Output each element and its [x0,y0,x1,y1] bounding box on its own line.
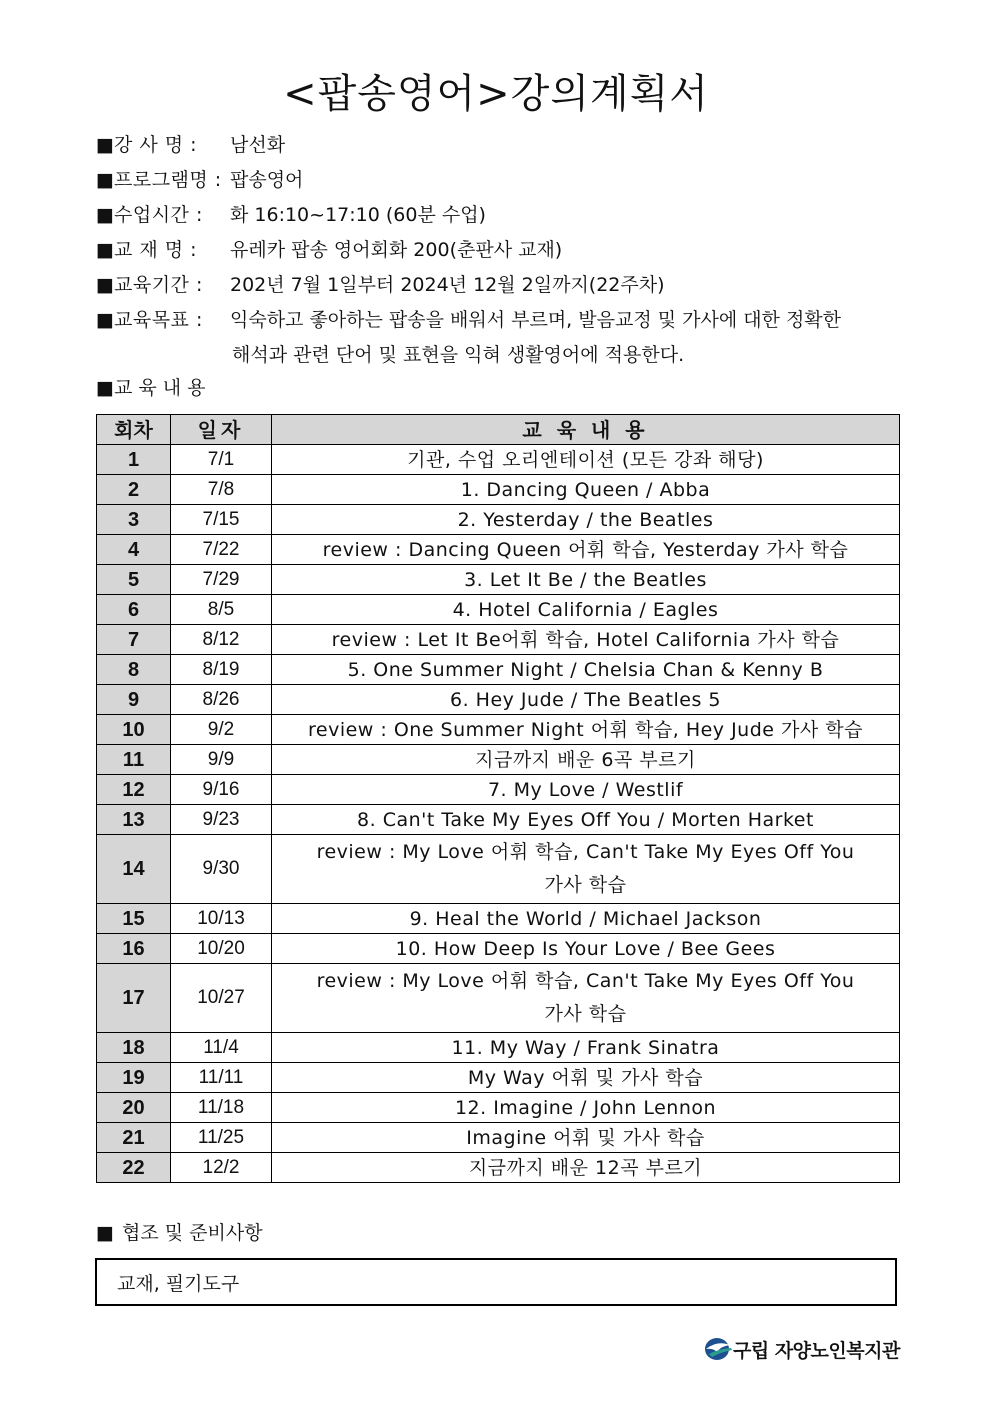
session-number: 22 [97,1153,171,1183]
session-number: 4 [97,535,171,565]
session-content-line: 7. My Love / Westlif [487,778,684,801]
table-row [97,1093,900,1123]
table-row [97,1123,900,1153]
table-row [97,835,900,904]
session-content [272,835,900,904]
table-row [97,565,900,595]
session-date: 7/8 [171,475,272,505]
table-row [97,685,900,715]
session-content [272,805,900,835]
session-number: 15 [97,904,171,934]
table-row [97,445,900,475]
session-number: 9 [97,685,171,715]
session-content [272,745,900,775]
session-number: 18 [97,1033,171,1063]
session-content-line: 10. How Deep Is Your Love / Bee Gees [395,937,776,960]
bullet-icon: ■ [96,204,114,226]
page-title: <팝송영어>강의계획서 [283,71,709,117]
session-date: 7/15 [171,505,272,535]
session-date: 11/4 [171,1033,272,1063]
table-row [97,1063,900,1093]
bullet-icon: ■ [96,239,114,261]
session-content [272,445,900,475]
session-content-line: 기관, 수업 오리엔테이션 (모든 강좌 해당) [407,448,764,471]
session-date: 9/30 [171,835,272,904]
session-content-line: review : My Love 어휘 학습, Can't Take My Eyes Off You [316,970,855,992]
session-number: 21 [97,1123,171,1153]
table-row [97,1033,900,1063]
session-content-line: My Way 어휘 및 가사 학습 [467,1066,704,1089]
session-number: 19 [97,1063,171,1093]
info-line-textbook [96,236,562,264]
session-content [272,715,900,745]
info-label: 교육목표 : [114,309,203,331]
header-date: 일자 [171,415,272,445]
session-content [272,565,900,595]
session-number: 7 [97,625,171,655]
info-line-program [96,166,303,194]
session-content-line: 가사 학습 [544,874,627,896]
session-content-line: 2. Yesterday / the Beatles [457,508,714,531]
session-content-line: Imagine 어휘 및 가사 학습 [466,1126,705,1149]
info-line-goal [96,306,841,334]
session-date: 8/12 [171,625,272,655]
session-date: 7/29 [171,565,272,595]
schedule-body [97,445,900,1183]
session-content [272,595,900,625]
bullet-icon: ■ [96,1222,114,1244]
table-header-row [97,415,900,445]
session-content [272,475,900,505]
session-content-line: review : Dancing Queen 어휘 학습, Yesterday 가사 학습 [322,538,849,561]
session-content [272,535,900,565]
info-label: 강 사 명 : [114,134,198,156]
session-content-line: 8. Can't Take My Eyes Off You / Morten Harket [357,808,814,831]
info-line-period [96,271,665,299]
session-number: 13 [97,805,171,835]
session-content [272,625,900,655]
table-row [97,805,900,835]
info-value: 유레카 팝송 영어회화 200(춘판사 교재) [230,239,563,261]
header-content: 교 육 내 용 [272,415,900,445]
session-content [272,775,900,805]
session-content-line: 12. Imagine / John Lennon [454,1096,717,1119]
session-date: 10/13 [171,904,272,934]
session-content [272,1063,900,1093]
session-number: 6 [97,595,171,625]
session-date: 11/18 [171,1093,272,1123]
session-date: 10/27 [171,964,272,1033]
info-line-class-time [96,201,486,229]
schedule-table [96,414,900,1183]
session-content-line: 4. Hotel California / Eagles [452,598,719,621]
session-content-line: review : Let It Be어휘 학습, Hotel California 가사 학습 [331,628,840,651]
session-number: 8 [97,655,171,685]
prep-heading: 협조 및 준비사항 [122,1222,263,1244]
content-heading-line [96,374,206,402]
session-number: 10 [97,715,171,745]
table-row [97,964,900,1033]
session-date: 9/9 [171,745,272,775]
session-content-line: review : One Summer Night 어휘 학습, Hey Jude 가사 학습 [308,718,863,741]
session-number: 3 [97,505,171,535]
info-value: 익숙하고 좋아하는 팝송을 배워서 부르며, 발음교정 및 가사에 대한 정확한 [230,309,842,331]
table-row [97,655,900,685]
table-row [97,1153,900,1183]
table-row [97,934,900,964]
goal-continuation: 해석과 관련 단어 및 표현을 익혀 생활영어에 적용한다. [232,344,685,366]
session-date: 8/5 [171,595,272,625]
organization-logo [703,1334,900,1364]
info-label: 교육기간 : [114,274,203,296]
session-content [272,934,900,964]
bullet-icon: ■ [96,169,114,191]
prep-value: 교재, 필기도구 [117,1273,240,1295]
table-row [97,625,900,655]
session-date: 9/23 [171,805,272,835]
session-date: 8/26 [171,685,272,715]
bullet-icon: ■ [96,274,114,296]
table-row [97,595,900,625]
info-line-instructor [96,131,285,159]
bullet-icon: ■ [96,309,114,331]
session-content [272,685,900,715]
session-content-line: 6. Hey Jude / The Beatles 5 [450,688,721,711]
session-date: 10/20 [171,934,272,964]
session-content-line: 지금까지 배운 12곡 부르기 [468,1156,703,1179]
session-date: 11/25 [171,1123,272,1153]
bullet-icon: ■ [96,134,114,156]
header-no: 회차 [97,415,171,445]
session-date: 7/1 [171,445,272,475]
session-date: 12/2 [171,1153,272,1183]
session-number: 20 [97,1093,171,1123]
session-number: 5 [97,565,171,595]
session-content-line: 1. Dancing Queen / Abba [460,478,711,501]
session-date: 8/19 [171,655,272,685]
prep-box [95,1258,897,1306]
prep-heading-line [96,1219,263,1247]
table-row [97,904,900,934]
session-content [272,1033,900,1063]
session-content-line: 3. Let It Be / the Beatles [464,568,707,591]
table-row [97,475,900,505]
table-row [97,535,900,565]
logo-emblem-icon [703,1336,733,1362]
session-content [272,1093,900,1123]
session-number: 12 [97,775,171,805]
session-number: 16 [97,934,171,964]
session-content-line: 지금까지 배운 6곡 부르기 [475,748,696,771]
session-content-line: 9. Heal the World / Michael Jackson [409,907,762,930]
logo-text: 구립 자양노인복지관 [733,1339,900,1362]
session-content [272,655,900,685]
info-value: 화 16:10~17:10 (60분 수업) [230,204,486,226]
session-date: 9/2 [171,715,272,745]
content-heading: 교 육 내 용 [114,377,206,399]
session-date: 7/22 [171,535,272,565]
info-value: 남선화 [230,134,286,156]
info-label: 프로그램명 : [114,169,222,191]
table-row [97,775,900,805]
session-content [272,904,900,934]
session-number: 11 [97,745,171,775]
session-content-line: 5. One Summer Night / Chelsia Chan & Kenny B [347,658,824,681]
session-number: 1 [97,445,171,475]
session-date: 9/16 [171,775,272,805]
table-row [97,505,900,535]
table-row [97,745,900,775]
session-date: 11/11 [171,1063,272,1093]
bullet-icon: ■ [96,377,114,399]
session-number: 14 [97,835,171,904]
info-value: 팝송영어 [230,169,304,191]
table-row [97,715,900,745]
info-label: 교 재 명 : [114,239,198,261]
session-content [272,1153,900,1183]
session-content-line: review : My Love 어휘 학습, Can't Take My Eyes Off You [316,841,855,863]
info-label: 수업시간 : [114,204,203,226]
session-content-line: 가사 학습 [544,1003,627,1025]
session-content [272,1123,900,1153]
session-number: 2 [97,475,171,505]
session-number: 17 [97,964,171,1033]
session-content-line: 11. My Way / Frank Sinatra [451,1036,720,1059]
session-content [272,964,900,1033]
info-value: 202년 7월 1일부터 2024년 12월 2일까지(22주차) [230,274,665,296]
session-content [272,505,900,535]
